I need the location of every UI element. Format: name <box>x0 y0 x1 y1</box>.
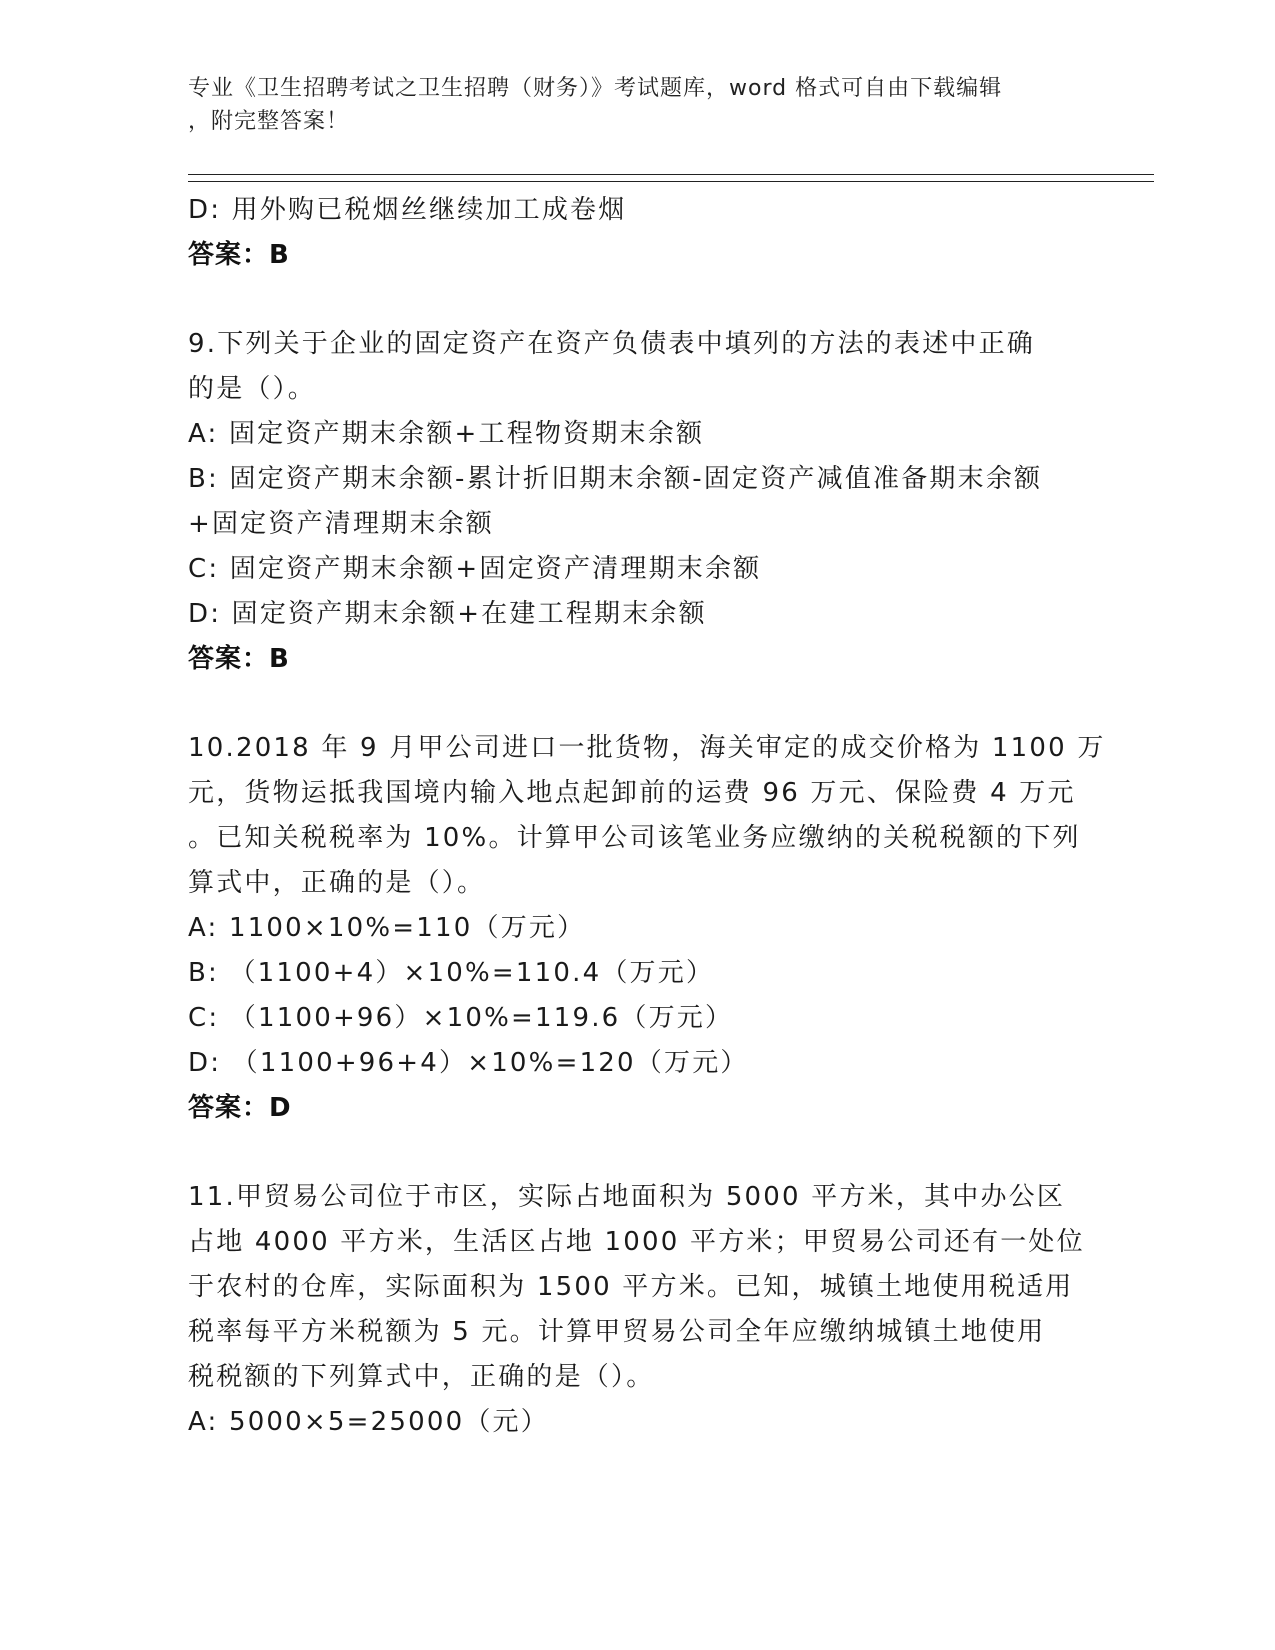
q9-option-a: A: 固定资产期末余额+工程物资期末余额 <box>188 419 705 449</box>
q8-answer: 答案：B <box>188 240 290 270</box>
q9-answer: 答案：B <box>188 644 290 674</box>
header-divider-top <box>188 174 1154 175</box>
q10-stem-line-3: 。已知关税税率为 10%。计算甲公司该笔业务应缴纳的关税税额的下列 <box>188 823 1081 853</box>
q9-stem-line-2: 的是（）。 <box>188 374 317 404</box>
header-note <box>188 72 1068 138</box>
q9-option-b-line-1: B: 固定资产期末余额-累计折旧期末余额-固定资产减值准备期末余额 <box>188 464 1043 494</box>
question-9 <box>188 322 1088 682</box>
question-list <box>188 188 1106 1445</box>
q11-option-a: A: 5000×5=25000（元） <box>188 1407 549 1437</box>
q9-stem-line-1: 9.下列关于企业的固定资产在资产负债表中填列的方法的表述中正确 <box>188 329 1036 359</box>
q11-stem-line-2: 占地 4000 平方米，生活区占地 1000 平方米；甲贸易公司还有一处位 <box>188 1227 1085 1257</box>
q9-option-c: C: 固定资产期末余额+固定资产清理期末余额 <box>188 554 762 584</box>
q11-stem-line-1: 11.甲贸易公司位于市区，实际占地面积为 5000 平方米，其中办公区 <box>188 1182 1066 1212</box>
q11-stem-line-5: 税税额的下列算式中，正确的是（）。 <box>188 1362 655 1392</box>
q9-option-d: D: 固定资产期末余额+在建工程期末余额 <box>188 599 707 629</box>
q9-option-b-line-2: +固定资产清理期末余额 <box>188 509 494 539</box>
q10-option-d: D: （1100+96+4）×10%=120（万元） <box>188 1048 749 1078</box>
question-8-tail <box>188 188 1088 278</box>
q10-stem-line-4: 算式中，正确的是（）。 <box>188 868 486 898</box>
q10-option-c: C: （1100+96）×10%=119.6（万元） <box>188 1003 734 1033</box>
spacer <box>188 682 1088 726</box>
header-divider-bottom <box>188 181 1154 182</box>
spacer <box>188 278 1088 322</box>
question-11 <box>188 1175 1088 1445</box>
q8-option-d: D: 用外购已税烟丝继续加工成卷烟 <box>188 195 627 225</box>
q10-stem-line-2: 元，货物运抵我国境内输入地点起卸前的运费 96 万元、保险费 4 万元 <box>188 778 1076 808</box>
header-line-2: ，附完整答案！ <box>188 109 350 134</box>
question-10 <box>188 726 1106 1131</box>
q10-stem-line-1: 10.2018 年 9 月甲公司进口一批货物，海关审定的成交价格为 1100 万 <box>188 733 1106 763</box>
header-line-1: 专业《卫生招聘考试之卫生招聘（财务）》考试题库，word 格式可自由下载编辑 <box>188 76 1003 101</box>
q10-option-a: A: 1100×10%=110（万元） <box>188 913 586 943</box>
spacer <box>188 1131 1088 1175</box>
q11-stem-line-3: 于农村的仓库，实际面积为 1500 平方米。已知，城镇土地使用税适用 <box>188 1272 1074 1302</box>
q10-option-b: B: （1100+4）×10%=110.4（万元） <box>188 958 715 988</box>
q10-answer: 答案：D <box>188 1093 292 1123</box>
q11-stem-line-4: 税率每平方米税额为 5 元。计算甲贸易公司全年应缴纳城镇土地使用 <box>188 1317 1046 1347</box>
